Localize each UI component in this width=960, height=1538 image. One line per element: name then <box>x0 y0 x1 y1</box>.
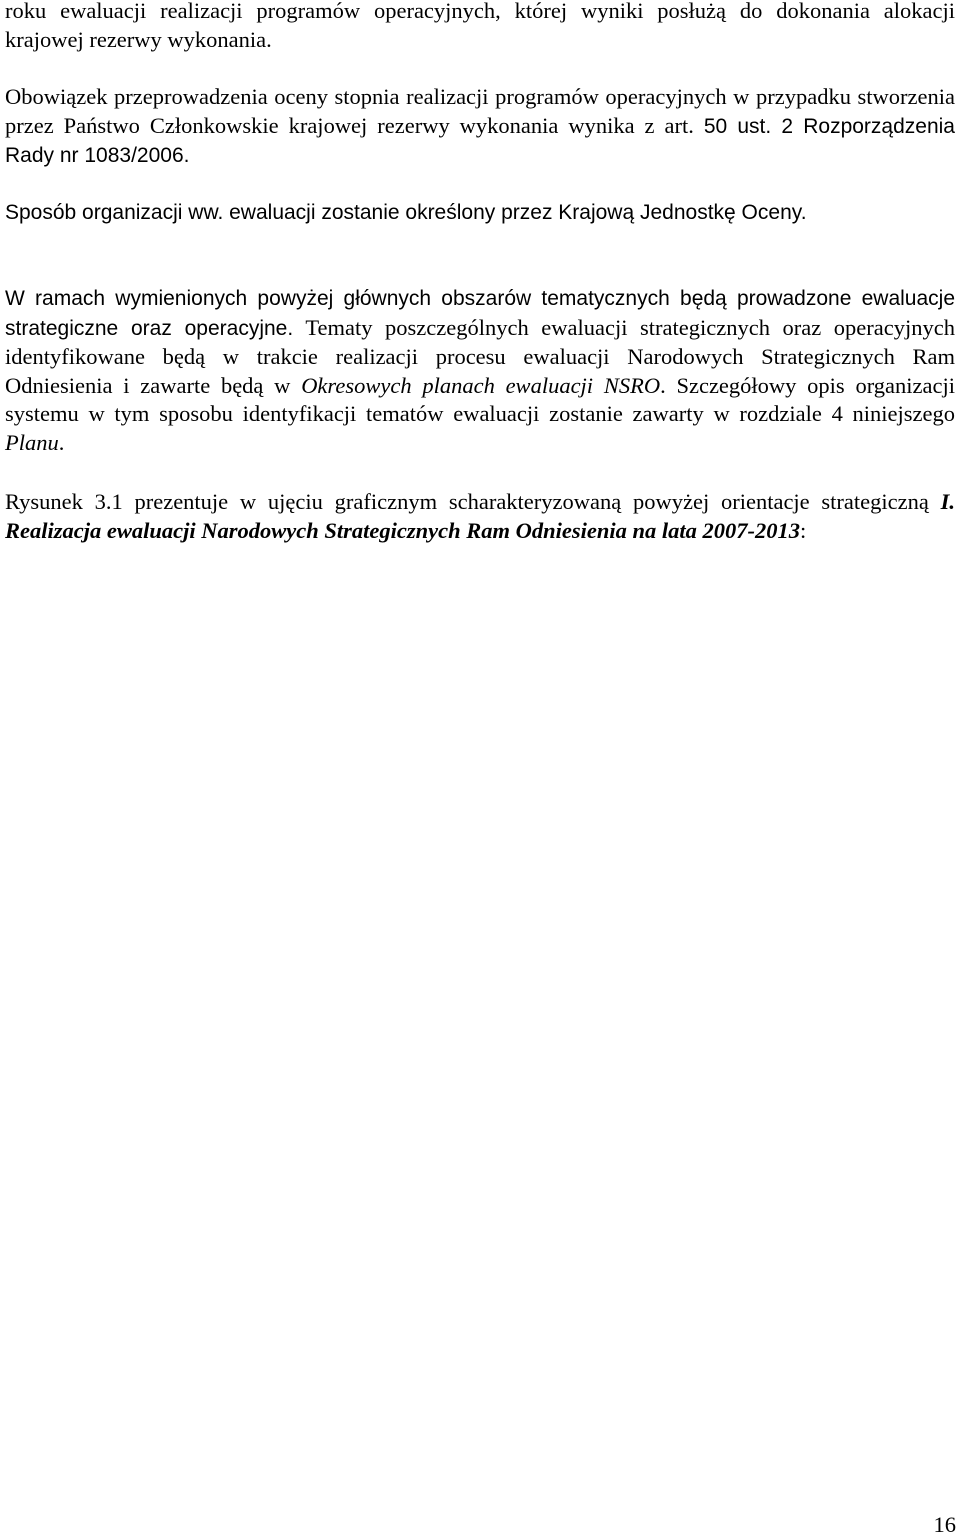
paragraph-period: . <box>58 429 65 455</box>
paragraph-text: roku ewaluacji realizacji programów operacyjnych, której wyniki posłużą do dokonania alokacji krajowej rezerwy wykonania. <box>5 0 955 52</box>
orientation-title-bold-italic: I. Realizacja ewaluacji Narodowych Strategicznych Ram Odniesienia na lata 2007-2013 <box>5 489 955 543</box>
plans-title-italic: Okresowych planach ewaluacji NSRO <box>301 372 661 398</box>
paragraph-text-sans: W ramach wymienionych powyżej głównych obszarów tematycznych będą prowadzone ewaluacje strategiczne oraz operacyjne. <box>5 287 955 340</box>
paragraph-sposob-organizacji <box>5 198 955 228</box>
paragraph-obowiazek <box>5 83 955 171</box>
paragraph-rezerwa-intro <box>5 0 955 54</box>
page-number: 16 <box>933 1512 956 1537</box>
paragraph-text: Sposób organizacji ww. <box>5 201 230 224</box>
paragraph-text: Rysunek 3.1 prezentuje w ujęciu graficznym scharakteryzowaną powyżej orientacje strategiczną <box>5 489 941 514</box>
paragraph-text-cont: ewaluacji zostanie określony przez Krajową Jednostkę Oceny. <box>229 201 807 224</box>
paragraph-colon: : <box>800 517 807 543</box>
paragraph-ewaluacje-tematy <box>5 284 955 457</box>
paragraph-text-cont: . Szczegółowy opis organizacji systemu w tym sposobu identyfikacji tematów ewaluacji zostanie zawarty w rozdziale 4 niniejszego <box>5 372 955 426</box>
plan-title-italic: Planu <box>5 429 59 455</box>
paragraph-rysunek <box>5 488 955 545</box>
regulation-reference: 50 ust. 2 Rozporządzenia Rady nr 1083/2006. <box>5 114 955 167</box>
paragraph-text: Tematy poszczególnych ewaluacji strategicznych oraz operacyjnych identyfikowane będą w trakcie realizacji procesu ewaluacji Narodowych Strategicznych Ram Odniesienia i zawarte będą w <box>5 314 955 398</box>
paragraph-text: Obowiązek przeprowadzenia oceny stopnia realizacji programów operacyjnych w przypadku stworzenia przez Państwo Członkowskie krajowej rezerwy wykonania wynika z art. <box>5 84 955 138</box>
